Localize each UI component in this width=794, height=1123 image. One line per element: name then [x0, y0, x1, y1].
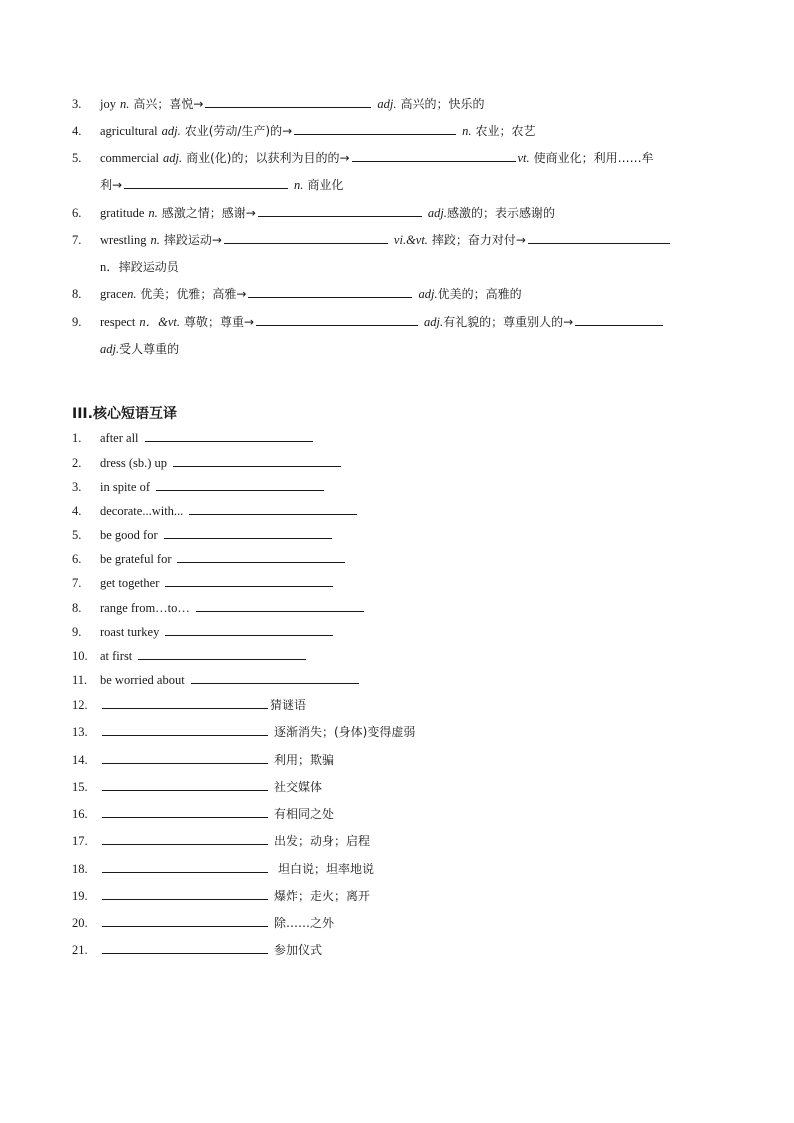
answer-blank[interactable] — [224, 230, 388, 244]
answer-blank[interactable] — [528, 230, 670, 244]
vocab-item-continuation — [100, 339, 179, 359]
phrase-item — [72, 670, 361, 690]
word: grace — [100, 287, 128, 301]
phrase-text: in spite of — [100, 480, 150, 494]
part-of-speech: adj. — [161, 124, 181, 138]
phrase-text: 出发；动身；启程 — [273, 834, 370, 848]
answer-blank[interactable] — [102, 859, 268, 873]
phrase-item — [72, 777, 322, 797]
phrase-text: 坦白说；坦率地说 — [277, 862, 374, 876]
part-of-speech: adj. — [427, 206, 447, 220]
word: commercial — [100, 151, 159, 165]
answer-blank[interactable] — [352, 148, 516, 162]
answer-blank[interactable] — [191, 670, 359, 684]
vocab-item-continuation — [100, 175, 343, 195]
phrase-text: be worried about — [100, 673, 185, 687]
phrase-text: decorate...with... — [100, 504, 184, 518]
item-number: 3. — [72, 480, 82, 494]
item-number: 4. — [72, 504, 82, 518]
answer-blank[interactable] — [575, 312, 663, 326]
part-of-speech: adj. — [377, 97, 397, 111]
phrase-text: at first — [100, 649, 133, 663]
phrase-item — [72, 598, 366, 618]
answer-blank[interactable] — [102, 886, 268, 900]
phrase-item — [72, 428, 315, 448]
vocab-item — [72, 148, 654, 168]
answer-blank[interactable] — [102, 831, 268, 845]
phrase-item — [72, 940, 322, 960]
item-number: 9. — [72, 315, 82, 329]
meaning: 农业；农艺 — [475, 124, 536, 138]
word: agricultural — [100, 124, 158, 138]
answer-blank[interactable] — [124, 175, 288, 189]
meaning: 受人尊重的 — [119, 342, 180, 356]
meaning: 商业(化)的；以获利为目的的→ — [186, 151, 350, 165]
phrase-item — [72, 525, 334, 545]
part-of-speech: adj. — [424, 315, 444, 329]
phrase-text: 逐渐消失；(身体)变得虚弱 — [273, 725, 416, 739]
word: gratitude — [100, 206, 145, 220]
word: respect — [100, 315, 136, 329]
part-of-speech: n. — [294, 178, 304, 192]
phrase-item — [72, 886, 370, 906]
answer-blank[interactable] — [102, 777, 268, 791]
phrase-item — [72, 722, 415, 742]
vocab-item — [72, 230, 672, 250]
item-number: 17. — [72, 834, 88, 848]
phrase-item — [72, 804, 334, 824]
answer-blank[interactable] — [145, 428, 313, 442]
answer-blank[interactable] — [189, 501, 357, 515]
vocab-item — [72, 284, 522, 304]
part-of-speech: n. — [462, 124, 472, 138]
item-number: 10. — [72, 649, 88, 663]
meaning: 商业化 — [307, 178, 344, 192]
meaning: 感激之情；感谢→ — [161, 206, 256, 220]
phrase-item — [72, 695, 306, 715]
item-number: 21. — [72, 943, 88, 957]
vocab-item — [72, 94, 484, 114]
phrase-text: 除……之外 — [273, 916, 334, 930]
phrase-text: 有相同之处 — [273, 807, 334, 821]
item-number: 2. — [72, 456, 82, 470]
part-of-speech: vi.&vt. — [393, 233, 428, 247]
phrase-item — [72, 477, 326, 497]
item-number: 8. — [72, 287, 82, 301]
meaning: 尊敬；尊重→ — [184, 315, 255, 329]
answer-blank[interactable] — [177, 549, 345, 563]
item-number: 6. — [72, 552, 82, 566]
item-number: 18. — [72, 862, 88, 876]
answer-blank[interactable] — [138, 646, 306, 660]
item-number: 12. — [72, 698, 88, 712]
answer-blank[interactable] — [165, 622, 333, 636]
answer-blank[interactable] — [102, 722, 268, 736]
answer-blank[interactable] — [156, 477, 324, 491]
answer-blank[interactable] — [196, 598, 364, 612]
answer-blank[interactable] — [256, 312, 418, 326]
answer-blank[interactable] — [102, 913, 268, 927]
phrase-text: range from…to… — [100, 601, 190, 615]
phrase-item — [72, 573, 335, 593]
part-of-speech: n. — [150, 233, 160, 247]
answer-blank[interactable] — [102, 804, 268, 818]
phrase-item — [72, 859, 374, 879]
item-number: 13. — [72, 725, 88, 739]
answer-blank[interactable] — [248, 284, 412, 298]
part-of-speech: n. — [127, 287, 137, 301]
vocab-item — [72, 203, 555, 223]
part-of-speech: adj. — [100, 342, 120, 356]
section-title: III.核心短语互译 — [72, 406, 177, 422]
item-number: 1. — [72, 431, 82, 445]
phrase-item — [72, 646, 308, 666]
item-number: 19. — [72, 889, 88, 903]
phrase-text: dress (sb.) up — [100, 456, 168, 470]
vocab-item — [72, 121, 536, 141]
meaning: 优美的；高雅的 — [437, 287, 522, 301]
phrase-text: roast turkey — [100, 625, 160, 639]
item-number: 7. — [72, 576, 82, 590]
phrase-item — [72, 622, 335, 642]
meaning: 高兴；喜悦→ — [133, 97, 204, 111]
answer-blank[interactable] — [205, 94, 371, 108]
vocab-item — [72, 312, 665, 332]
item-number: 4. — [72, 124, 82, 138]
phrase-text: be good for — [100, 528, 158, 542]
meaning: 优美；优雅；高雅→ — [140, 287, 247, 301]
answer-blank[interactable] — [258, 203, 422, 217]
meaning: 高兴的；快乐的 — [400, 97, 485, 111]
answer-blank[interactable] — [294, 121, 456, 135]
word: wrestling — [100, 233, 147, 247]
meaning: 农业(劳动/生产)的→ — [184, 124, 293, 138]
part-of-speech: n．&vt. — [139, 315, 181, 329]
item-number: 20. — [72, 916, 88, 930]
item-number: 5. — [72, 528, 82, 542]
meaning: 感激的；表示感谢的 — [446, 206, 555, 220]
phrase-item — [72, 549, 347, 569]
item-number: 15. — [72, 780, 88, 794]
item-number: 3. — [72, 97, 82, 111]
item-number: 11. — [72, 673, 88, 687]
part-of-speech: adj. — [162, 151, 183, 165]
item-number: 7. — [72, 233, 82, 247]
answer-blank[interactable] — [102, 940, 268, 954]
vocab-item-continuation — [100, 257, 179, 277]
phrase-item — [72, 831, 370, 851]
meaning: 摔跤运动→ — [163, 233, 222, 247]
part-of-speech: n. — [148, 206, 158, 220]
phrase-text: 参加仪式 — [273, 943, 322, 957]
item-number: 14. — [72, 753, 88, 767]
answer-blank[interactable] — [102, 750, 268, 764]
item-number: 9. — [72, 625, 82, 639]
word: joy — [100, 97, 116, 111]
part-of-speech: n． — [100, 260, 119, 274]
phrase-item — [72, 913, 334, 933]
meaning: 使商业化；利用……牟 — [533, 151, 654, 165]
phrase-item — [72, 501, 359, 521]
phrase-text: 社交媒体 — [273, 780, 322, 794]
phrase-text: 利用；欺骗 — [273, 753, 334, 767]
part-of-speech: adj. — [418, 287, 438, 301]
answer-blank[interactable] — [164, 525, 332, 539]
meaning: 利→ — [100, 178, 123, 192]
item-number: 16. — [72, 807, 88, 821]
answer-blank[interactable] — [165, 573, 333, 587]
meaning: 摔跤；奋力对付→ — [431, 233, 526, 247]
phrase-item — [72, 750, 334, 770]
item-number: 5. — [72, 151, 82, 165]
phrase-text: 爆炸；走火；离开 — [273, 889, 370, 903]
item-number: 8. — [72, 601, 82, 615]
phrase-item — [72, 453, 343, 473]
meaning: 有礼貌的；尊重别人的→ — [443, 315, 574, 329]
phrase-text: after all — [100, 431, 139, 445]
answer-blank[interactable] — [102, 695, 268, 709]
answer-blank[interactable] — [173, 453, 341, 467]
phrase-text: get together — [100, 576, 160, 590]
phrase-text: 猜谜语 — [270, 698, 307, 712]
part-of-speech: vt. — [517, 151, 530, 165]
meaning: 摔跤运动员 — [118, 260, 179, 274]
phrase-text: be grateful for — [100, 552, 172, 566]
item-number: 6. — [72, 206, 82, 220]
part-of-speech: n. — [119, 97, 130, 111]
